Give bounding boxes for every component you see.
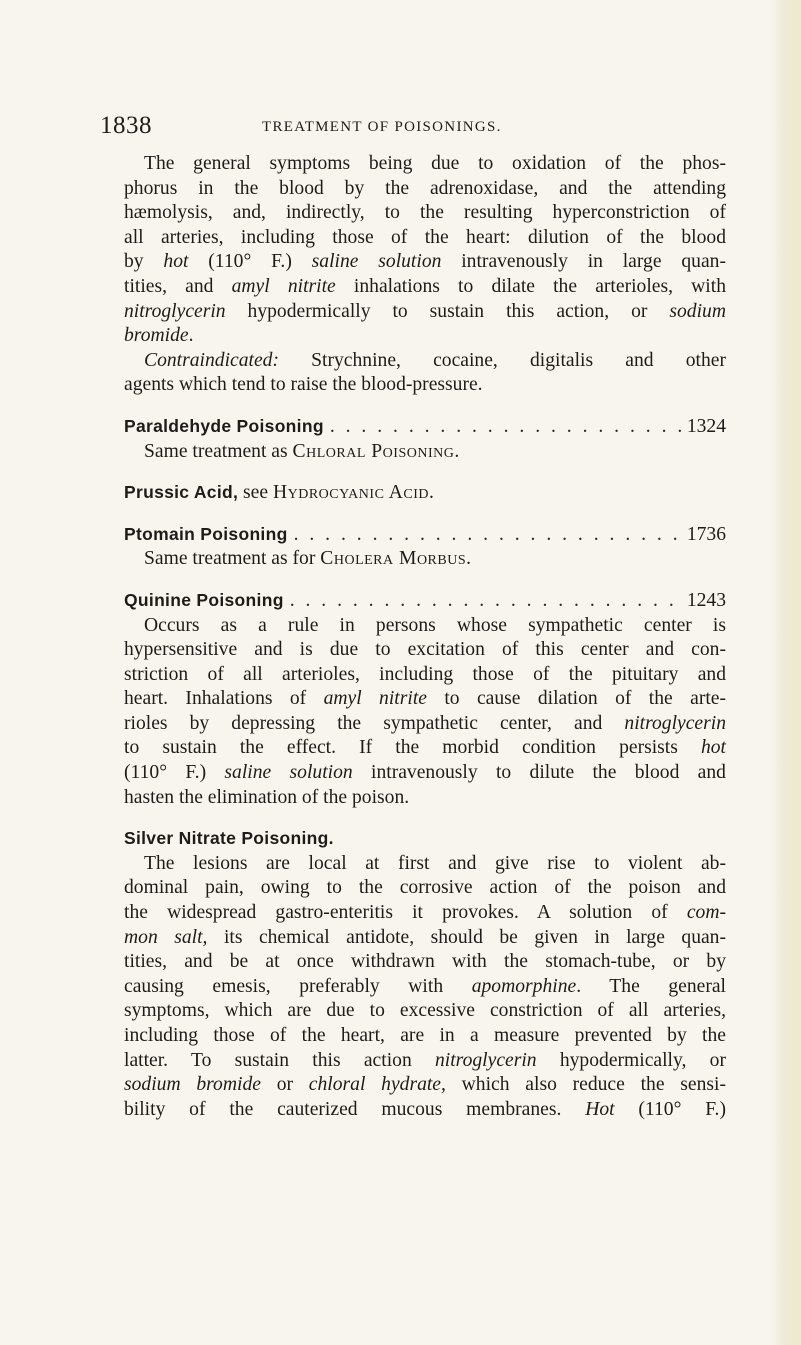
text-line: heart. Inhalations of amyl nitrite to cause dilation of the arte- xyxy=(124,688,727,710)
text-line: striction of all arterioles, including those of the pituitary and xyxy=(124,663,726,685)
text-line: tities, and be at once withdrawn with the stomach-tube, or by xyxy=(124,951,726,973)
entry-heading-row xyxy=(124,588,726,614)
text-line: symptoms, which are due to excessive constriction of all arteries, xyxy=(124,1000,726,1022)
text-line: tities, and amyl nitrite inhalations to dilate the arterioles, with xyxy=(124,275,726,297)
text-line: (110° F.) saline solution intravenously to dilute the blood and xyxy=(124,762,726,784)
text-line: bromide. xyxy=(124,325,194,347)
leader-dots xyxy=(330,415,681,440)
body-text xyxy=(124,152,726,1122)
text-line: hypersensitive and is due to excitation of this center and con- xyxy=(124,639,726,661)
entry-title: Ptomain Poisoning xyxy=(124,523,288,544)
running-title: TREATMENT OF POISONINGS. xyxy=(262,119,502,135)
text-line: by hot (110° F.) saline solution intravenously in large quan- xyxy=(124,251,726,273)
page-number: 1838 xyxy=(100,112,152,139)
text-line: dominal pain, owing to the corrosive action of the poison and xyxy=(124,877,726,899)
intro-paragraph xyxy=(124,152,726,398)
text-line: phorus in the blood by the adrenoxidase, and the attending xyxy=(124,177,726,199)
text-line: nitroglycerin hypodermically to sustain this action, or sodium xyxy=(124,300,726,322)
text-line: Occurs as a rule in persons whose sympathetic center is xyxy=(144,614,726,636)
text-line: The general symptoms being due to oxidation of the phos- xyxy=(144,153,726,174)
leader-dots xyxy=(294,523,681,548)
text-line: all arteries, including those of the heart: dilution of the blood xyxy=(124,226,726,248)
text-line: hæmolysis, and, indirectly, to the resulting hyperconstriction of xyxy=(124,202,726,224)
entry-heading-row xyxy=(124,826,726,852)
text-line: to sustain the effect. If the morbid condition persists hot xyxy=(124,737,726,759)
text-line: causing emesis, preferably with apomorphine. The general xyxy=(124,975,726,997)
text-line: bility of the cauterized mucous membranes. Hot (110° F.) xyxy=(124,1098,726,1120)
entry-ptomain xyxy=(124,522,726,572)
entry-title: Quinine Poisoning xyxy=(124,589,284,610)
page-reference: 1324 xyxy=(686,415,726,437)
entry-heading-row xyxy=(124,522,726,548)
page-header xyxy=(100,112,720,142)
entry-quinine xyxy=(124,588,726,810)
entry-title: Paraldehyde Poisoning xyxy=(124,415,324,436)
contraindicated-label: Contraindicated: xyxy=(144,349,279,371)
entry-title: Silver Nitrate Poisoning. xyxy=(124,828,334,849)
text-line: mon salt, its chemical antidote, should be given in large quan- xyxy=(124,926,727,948)
entry-title: Prussic Acid, xyxy=(124,482,239,503)
text-line: The lesions are local at first and give rise to violent ab- xyxy=(144,852,726,874)
entry-heading-row: Prussic Acid, see Hydrocyanic Acid. xyxy=(124,482,434,504)
text-line: including those of the heart, are in a measure prevented by the xyxy=(124,1025,726,1046)
entry-prussic-acid xyxy=(124,480,726,506)
text-line: agents which tend to raise the blood-pressure. xyxy=(124,374,483,396)
text-line: Same treatment as for Cholera Morbus. xyxy=(144,548,472,570)
text-line: the widespread gastro-enteritis it provokes. A solution of com- xyxy=(124,902,726,924)
leader-dots xyxy=(290,589,681,614)
cross-reference: Chloral Poisoning xyxy=(292,440,455,462)
text-line: rioles by depressing the sympathetic center, and nitroglycerin xyxy=(124,712,726,734)
contraindicated-line: Contraindicated: Strychnine, cocaine, digitalis and other xyxy=(144,349,726,371)
cross-reference: Cholera Morbus xyxy=(320,548,467,570)
text-line: Same treatment as Chloral Poisoning. xyxy=(144,440,460,462)
text-line: hasten the elimination of the poison. xyxy=(124,786,410,808)
text-line: latter. To sustain this action nitroglycerin hypodermically, or xyxy=(124,1049,727,1071)
page-reference: 1243 xyxy=(686,589,726,611)
entry-paraldehyde xyxy=(124,414,726,464)
text-line: sodium bromide or chloral hydrate, which also reduce the sensi- xyxy=(124,1074,726,1096)
page-reference: 1736 xyxy=(686,523,726,545)
entry-silver-nitrate xyxy=(124,826,726,1122)
entry-heading-row xyxy=(124,414,726,440)
cross-reference: Hydrocyanic Acid xyxy=(272,482,429,504)
